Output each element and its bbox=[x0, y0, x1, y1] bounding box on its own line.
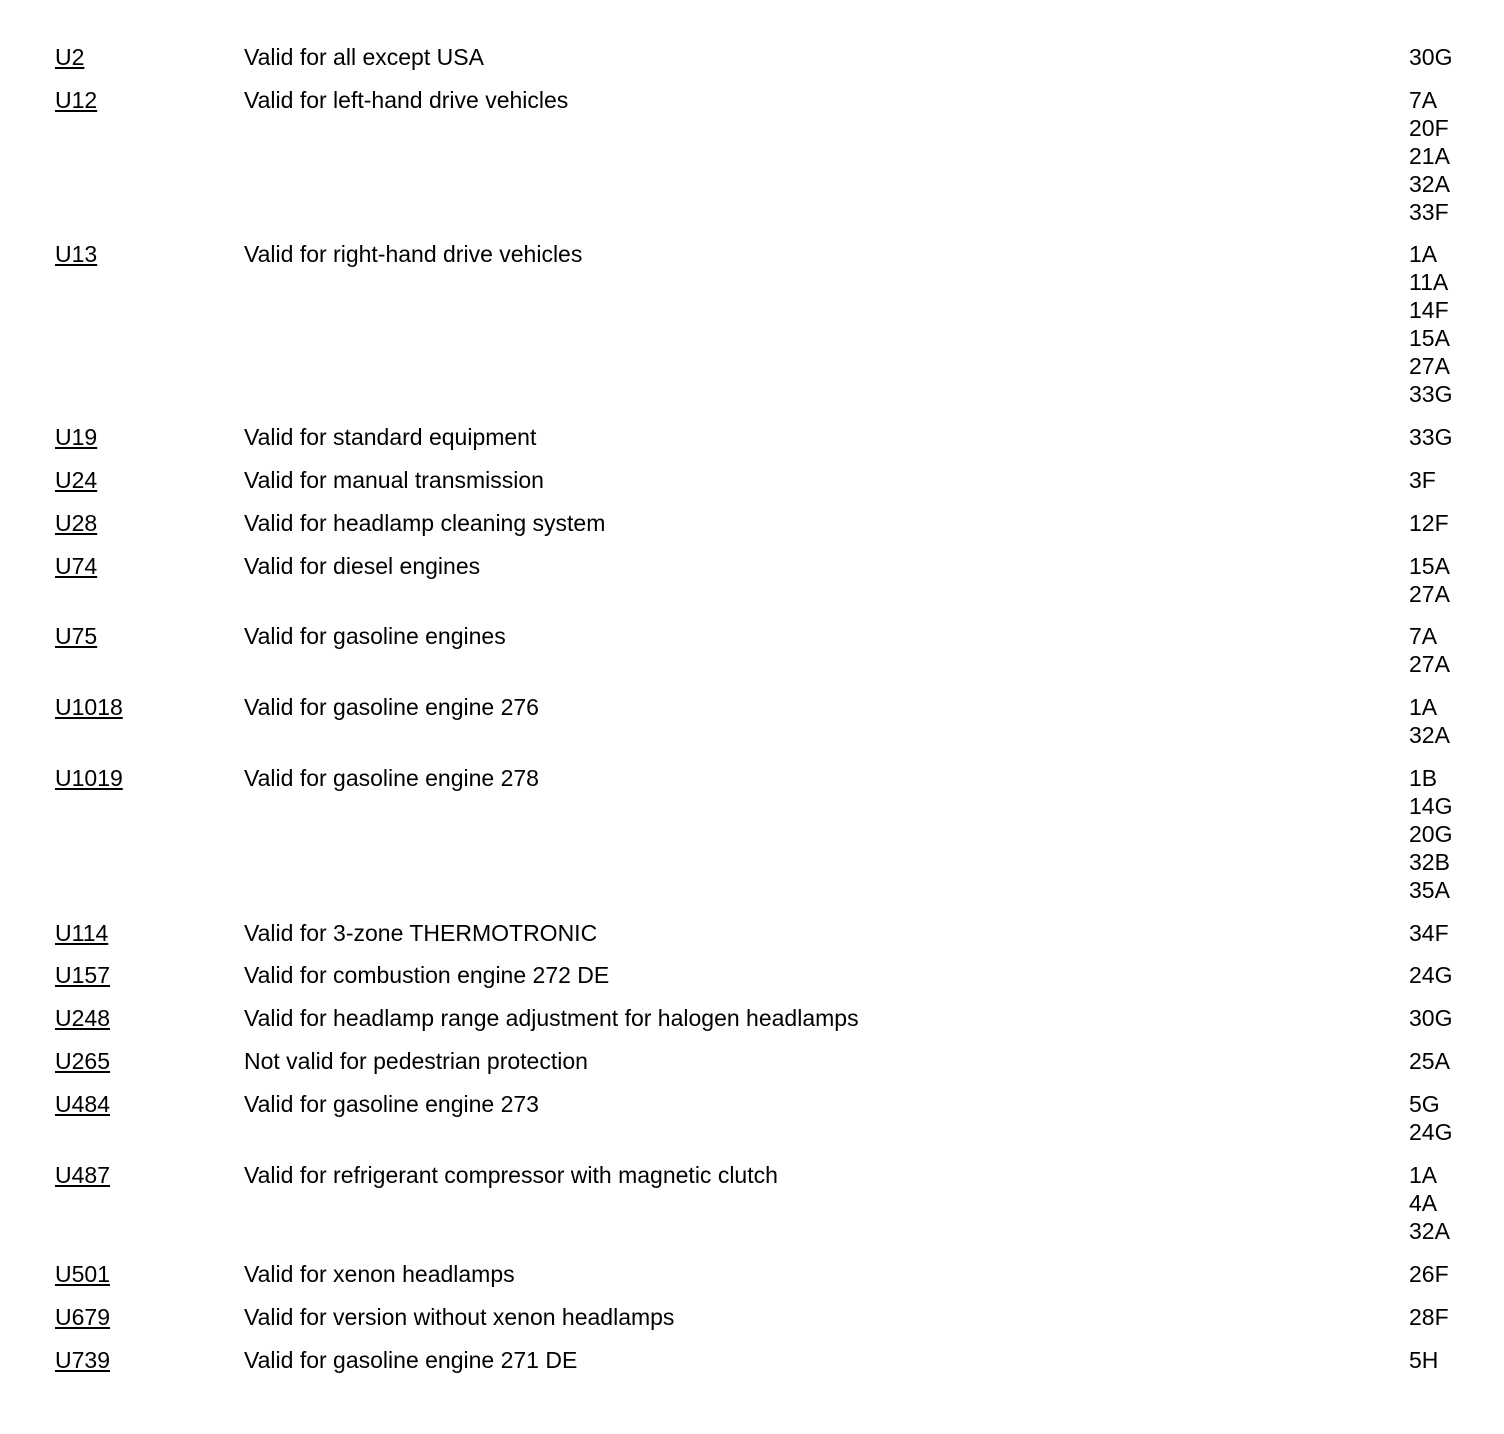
list-item bbox=[0, 962, 1504, 990]
validity-code-list bbox=[0, 44, 1504, 1374]
validity-description: Valid for gasoline engine 273 bbox=[244, 1091, 539, 1118]
grid-reference: 7A bbox=[1409, 86, 1438, 113]
grid-reference: 7A bbox=[1409, 623, 1438, 650]
validity-description: Valid for xenon headlamps bbox=[244, 1260, 515, 1287]
grid-reference: 27A bbox=[1409, 580, 1450, 607]
grid-reference: 34F bbox=[1409, 919, 1449, 946]
list-item bbox=[0, 467, 1504, 495]
grid-reference: 11A bbox=[1409, 269, 1449, 296]
validity-code-link[interactable]: U1018 bbox=[55, 694, 123, 721]
validity-code-link[interactable]: U1019 bbox=[55, 765, 123, 792]
grid-reference: 33G bbox=[1409, 380, 1453, 407]
validity-description: Valid for version without xenon headlamps bbox=[244, 1303, 675, 1330]
list-item bbox=[0, 1091, 1504, 1147]
grid-reference: 33G bbox=[1409, 423, 1453, 450]
grid-reference-list bbox=[1409, 1162, 1504, 1246]
list-item bbox=[0, 87, 1504, 227]
validity-description: Valid for right-hand drive vehicles bbox=[244, 241, 583, 268]
grid-reference: 15A bbox=[1409, 325, 1450, 352]
grid-reference: 27A bbox=[1409, 353, 1450, 380]
validity-description: Valid for 3-zone THERMOTRONIC bbox=[244, 919, 598, 946]
validity-description: Valid for gasoline engine 278 bbox=[244, 765, 539, 792]
validity-code-link[interactable]: U679 bbox=[55, 1303, 110, 1330]
validity-description: Valid for gasoline engine 276 bbox=[244, 694, 539, 721]
validity-code-link[interactable]: U157 bbox=[55, 962, 110, 989]
grid-reference-list bbox=[1409, 241, 1504, 408]
validity-description: Valid for headlamp cleaning system bbox=[244, 509, 606, 536]
list-item bbox=[0, 1261, 1504, 1289]
validity-description: Valid for gasoline engines bbox=[244, 623, 506, 650]
validity-code-link[interactable]: U484 bbox=[55, 1091, 110, 1118]
validity-code-link[interactable]: U28 bbox=[55, 509, 98, 536]
validity-code-link[interactable]: U739 bbox=[55, 1346, 110, 1373]
validity-code-link[interactable]: U114 bbox=[55, 919, 109, 946]
list-item bbox=[0, 623, 1504, 679]
grid-reference-list bbox=[1409, 1091, 1504, 1147]
grid-reference-list bbox=[1409, 623, 1504, 679]
grid-reference: 26F bbox=[1409, 1260, 1449, 1287]
grid-reference: 1A bbox=[1409, 1162, 1438, 1188]
grid-reference: 24G bbox=[1409, 962, 1453, 989]
validity-description: Valid for manual transmission bbox=[244, 466, 544, 493]
validity-code-link[interactable]: U13 bbox=[55, 241, 98, 268]
grid-reference-list bbox=[1409, 467, 1504, 495]
grid-reference-list bbox=[1409, 765, 1504, 905]
list-item bbox=[0, 920, 1504, 948]
grid-reference: 4A bbox=[1409, 1189, 1438, 1216]
grid-reference-list bbox=[1409, 1261, 1504, 1289]
grid-reference: 32A bbox=[1409, 1217, 1450, 1244]
grid-reference: 14G bbox=[1409, 792, 1453, 819]
grid-reference: 21A bbox=[1409, 142, 1450, 169]
validity-code-link[interactable]: U248 bbox=[55, 1005, 110, 1032]
grid-reference-list bbox=[1409, 87, 1504, 227]
list-item bbox=[0, 694, 1504, 750]
grid-reference: 32A bbox=[1409, 170, 1450, 197]
grid-reference: 32A bbox=[1409, 722, 1450, 749]
validity-code-link[interactable]: U2 bbox=[55, 44, 85, 70]
grid-reference: 1A bbox=[1409, 241, 1438, 268]
grid-reference-list bbox=[1409, 553, 1504, 609]
grid-reference: 3F bbox=[1409, 466, 1436, 493]
validity-description: Valid for standard equipment bbox=[244, 423, 537, 450]
grid-reference-list bbox=[1409, 694, 1504, 750]
grid-reference-list bbox=[1409, 1347, 1504, 1375]
grid-reference: 25A bbox=[1409, 1048, 1450, 1075]
validity-code-link[interactable]: U75 bbox=[55, 623, 98, 650]
list-item bbox=[0, 1048, 1504, 1076]
list-item bbox=[0, 424, 1504, 452]
validity-code-link[interactable]: U265 bbox=[55, 1048, 110, 1075]
list-item bbox=[0, 1162, 1504, 1246]
grid-reference-list bbox=[1409, 44, 1504, 72]
validity-description: Valid for gasoline engine 271 DE bbox=[244, 1346, 578, 1373]
list-item bbox=[0, 241, 1504, 408]
validity-description: Valid for combustion engine 272 DE bbox=[244, 962, 610, 989]
grid-reference: 35A bbox=[1409, 876, 1450, 903]
validity-description: Not valid for pedestrian protection bbox=[244, 1048, 588, 1075]
grid-reference: 32B bbox=[1409, 848, 1450, 875]
list-item bbox=[0, 765, 1504, 905]
validity-description: Valid for left-hand drive vehicles bbox=[244, 86, 569, 113]
grid-reference-list bbox=[1409, 920, 1504, 948]
grid-reference: 20F bbox=[1409, 114, 1449, 141]
grid-reference-list bbox=[1409, 1005, 1504, 1033]
validity-code-link[interactable]: U501 bbox=[55, 1260, 110, 1287]
list-item bbox=[0, 1005, 1504, 1033]
grid-reference: 30G bbox=[1409, 1005, 1453, 1032]
grid-reference: 5H bbox=[1409, 1346, 1439, 1373]
grid-reference-list bbox=[1409, 1304, 1504, 1332]
list-item bbox=[0, 553, 1504, 609]
grid-reference: 20G bbox=[1409, 820, 1453, 847]
grid-reference: 14F bbox=[1409, 297, 1449, 324]
grid-reference: 12F bbox=[1409, 509, 1449, 536]
validity-description: Valid for all except USA bbox=[244, 44, 484, 70]
grid-reference: 30G bbox=[1409, 44, 1453, 70]
validity-description: Valid for diesel engines bbox=[244, 552, 481, 579]
list-item bbox=[0, 510, 1504, 538]
validity-code-link[interactable]: U12 bbox=[55, 86, 98, 113]
validity-description: Valid for refrigerant compressor with magnetic clutch bbox=[244, 1162, 778, 1188]
grid-reference: 5G bbox=[1409, 1091, 1440, 1118]
grid-reference: 15A bbox=[1409, 552, 1450, 579]
validity-code-link[interactable]: U24 bbox=[55, 466, 98, 493]
grid-reference-list bbox=[1409, 424, 1504, 452]
list-item bbox=[0, 1304, 1504, 1332]
grid-reference: 27A bbox=[1409, 651, 1450, 678]
grid-reference-list bbox=[1409, 962, 1504, 990]
validity-code-link[interactable]: U74 bbox=[55, 552, 98, 579]
validity-description: Valid for headlamp range adjustment for halogen headlamps bbox=[244, 1005, 859, 1032]
grid-reference-list bbox=[1409, 510, 1504, 538]
grid-reference: 33F bbox=[1409, 198, 1449, 225]
grid-reference: 1A bbox=[1409, 694, 1438, 721]
list-item bbox=[0, 44, 1504, 72]
grid-reference: 28F bbox=[1409, 1303, 1449, 1330]
grid-reference: 24G bbox=[1409, 1119, 1453, 1146]
grid-reference: 1B bbox=[1409, 765, 1438, 792]
grid-reference-list bbox=[1409, 1048, 1504, 1076]
validity-code-link[interactable]: U19 bbox=[55, 423, 98, 450]
validity-code-link[interactable]: U487 bbox=[55, 1162, 110, 1188]
list-item bbox=[0, 1347, 1504, 1375]
